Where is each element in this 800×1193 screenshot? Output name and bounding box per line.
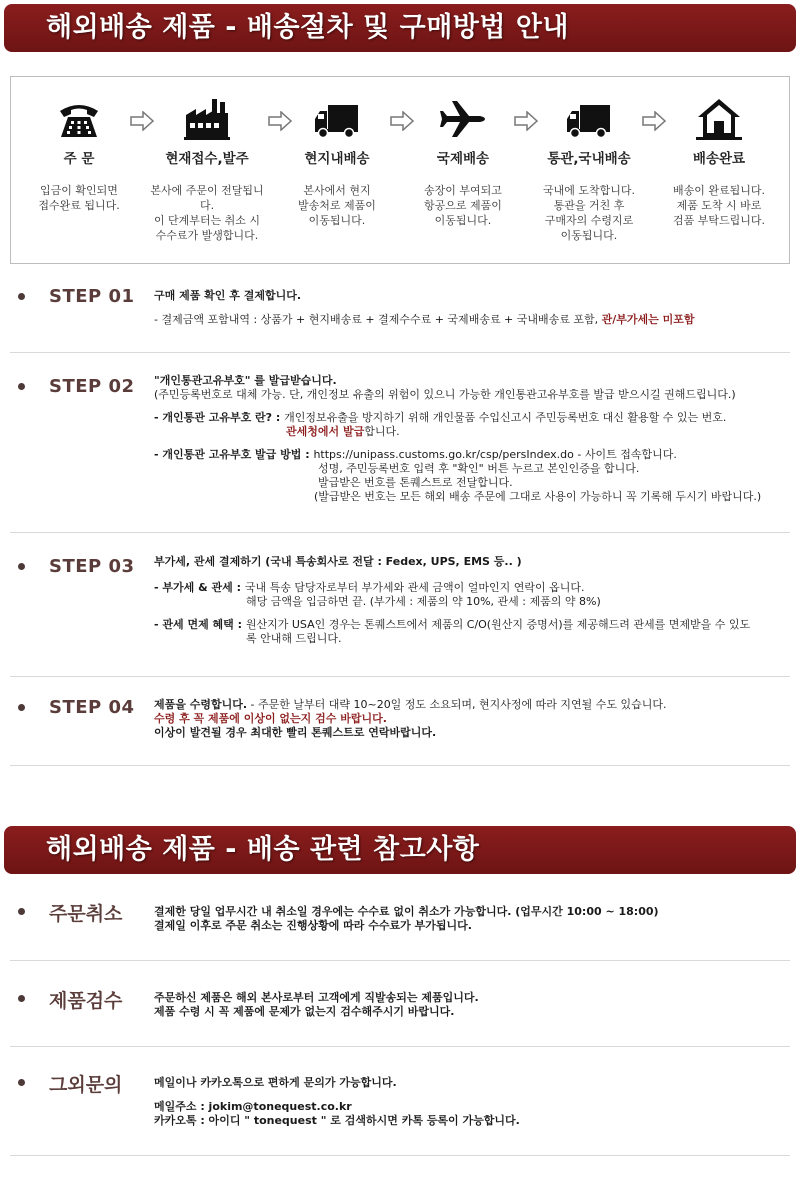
step-03-label: STEP 03 [49, 556, 135, 577]
step-01-label: STEP 01 [49, 286, 135, 307]
step-02-q1-tail: 합니다. [364, 425, 400, 438]
step-02-label: STEP 02 [49, 376, 135, 397]
shipping-process-flow [10, 76, 790, 264]
step-03-vat [154, 581, 790, 595]
telephone-icon [54, 97, 104, 141]
flow-step-desc: 배송이 완료됩니다. 제품 도착 시 바로 검품 부탁드립니다. [672, 184, 765, 227]
divider [10, 1155, 790, 1156]
bullet-icon [18, 383, 25, 390]
factory-icon [182, 97, 232, 141]
bullet-icon [18, 293, 25, 300]
divider [10, 1046, 790, 1047]
step-02-q1-line2 [154, 425, 790, 439]
step-02-heading: "개인통관고유부호" 를 발급받습니다. [154, 374, 337, 387]
note-contact-kakao: 카카오톡 : 아이디 " tonequest " 로 검색하시면 카톡 등록이 가능합니다. [154, 1114, 520, 1127]
step-02-q2-line1: https://unipass.customs.go.kr/csp/persIndex.do - 사이트 접속합니다. [313, 448, 677, 461]
notes-title-banner: 해외배송 제품 - 배송 관련 참고사항 [4, 826, 796, 874]
flow-step-title: 현재접수,발주 [165, 151, 249, 167]
divider [10, 676, 790, 677]
step-04-heading-rest: - 주문한 날부터 대략 10~20일 정도 소요되며, 현지사정에 따라 지연될 수도 있습니다. [247, 698, 667, 711]
note-contact-line1: 메일이나 카카오톡으로 편하게 문의가 가능합니다. [154, 1076, 397, 1089]
note-cancel-label: 주문취소 [49, 903, 123, 925]
flow-step-desc: 입금이 확인되면 접수완료 됩니다. [38, 184, 120, 212]
flow-step-title: 배송완료 [692, 151, 746, 167]
note-contact-content [154, 1076, 790, 1128]
flow-step-desc: 국내에 도착합니다. 통관을 거친 후 구매자의 수령지로 이동됩니다. [542, 184, 635, 242]
step-01-heading: 구매 제품 확인 후 결제합니다. [154, 289, 302, 302]
flow-step-title: 통관,국내배송 [547, 151, 631, 167]
step-02-q1-red: 관세청에서 발급 [286, 425, 365, 438]
step-02-q2-line4: (발급받은 번호는 모든 해외 배송 주문에 그대로 사용이 가능하니 꼭 기록해 두시기 바랍니다.) [314, 490, 762, 503]
step-01-detail [154, 313, 790, 327]
truck-icon [564, 97, 614, 141]
bullet-icon [18, 1079, 25, 1086]
step-01-detail-text: - 결제금액 포함내역 : 상품가 + 현지배송료 + 결제수수료 + 국제배송료 + 국내배송료 포함, [154, 313, 602, 326]
note-inspect-content [154, 991, 790, 1019]
step-03-exempt-line2: 록 안내해 드립니다. [246, 632, 342, 645]
bullet-icon [18, 995, 25, 1002]
note-inspect-label: 제품검수 [49, 990, 123, 1012]
step-03-vat-line1: 국내 특송 담당자로부터 부가세와 관세 금액이 얼마인지 연락이 옵니다. [244, 581, 585, 594]
step-03-exempt-line1: 원산지가 USA인 경우는 톤퀘스트에서 제품의 C/O(원산지 증명서)를 제공해드려 관세를 면제받을 수 있도 [245, 618, 751, 631]
note-contact-label: 그외문의 [49, 1074, 123, 1096]
step-03-exempt-label: - 관세 면제 혜택 : [154, 618, 246, 631]
step-02-heading-sub: (주민등록번호로 대체 가능. 단, 개인정보 유출의 위험이 있으니 가능한 개인통관고유부호를 발급 받으시길 권해드립니다.) [154, 388, 736, 401]
step-01-content [154, 289, 790, 327]
step-04-heading-line [154, 698, 790, 712]
flow-step-title: 현지내배송 [304, 151, 370, 167]
note-cancel-line1: 결제한 당일 업무시간 내 취소일 경우에는 수수료 없이 취소가 가능합니다. (업무시간 10:00 ~ 18:00) [154, 905, 659, 918]
divider [10, 532, 790, 533]
step-02-q1-text: 개인정보유출을 방지하기 위해 개인물품 수입신고시 주민등록번호 대신 활용할 수 있는 번호. [284, 411, 727, 424]
page-title-banner: 해외배송 제품 - 배송절차 및 구매방법 안내 [4, 4, 796, 52]
flow-step-title: 국제배송 [436, 151, 490, 167]
bullet-icon [18, 704, 25, 711]
truck-icon [312, 97, 362, 141]
step-02-q2-line2: 성명, 주민등록번호 입력 후 "확인" 버튼 누르고 본인인증을 합니다. [318, 462, 640, 475]
arrow-right-icon [267, 111, 293, 131]
step-02-q2 [154, 448, 790, 462]
arrow-right-icon [129, 111, 155, 131]
step-02-q2-label: - 개인통관 고유부호 발급 방법 : [154, 448, 314, 461]
arrow-right-icon [389, 111, 415, 131]
bullet-icon [18, 908, 25, 915]
note-inspect-line2: 제품 수령 시 꼭 제품에 문제가 없는지 검수해주시기 바랍니다. [154, 1005, 455, 1018]
step-03-heading: 부가세, 관세 결제하기 (국내 특송회사로 전달 : Fedex, UPS, EMS 등.. ) [154, 555, 522, 568]
note-cancel-line2: 결제일 이후로 주문 취소는 진행상황에 따라 수수료가 부가됩니다. [154, 919, 472, 932]
divider [10, 960, 790, 961]
note-contact-email[interactable]: 메일주소 : jokim@tonequest.co.kr [154, 1100, 352, 1113]
flow-step-desc: 본사에서 현지 발송처로 제품이 이동됩니다. [298, 184, 376, 227]
step-04-red-line: 수령 후 꼭 제품에 이상이 없는지 검수 바랍니다. [154, 712, 387, 725]
note-cancel-content [154, 905, 790, 933]
airplane-icon [438, 97, 488, 141]
step-01-detail-red: 관/부가세는 미포함 [601, 313, 695, 326]
flow-step-desc: 송장이 부여되고 항공으로 제품이 이동됩니다. [424, 184, 502, 227]
note-inspect-line1: 주문하신 제품은 해외 본사로부터 고객에게 직발송되는 제품입니다. [154, 991, 479, 1004]
step-04-line3: 이상이 발견될 경우 최대한 빨리 톤퀘스트로 연락바랍니다. [154, 726, 437, 739]
bullet-icon [18, 563, 25, 570]
step-02-q2-line3: 발급받은 번호를 톤퀘스트로 전달합니다. [318, 476, 513, 489]
step-02-q1 [154, 411, 790, 425]
house-icon [694, 97, 744, 141]
arrow-right-icon [513, 111, 539, 131]
step-03-content [154, 555, 790, 646]
arrow-right-icon [641, 111, 667, 131]
step-02-q1-label: - 개인통관 고유부호 란? : [154, 411, 285, 424]
divider [10, 765, 790, 766]
step-02-content [154, 374, 790, 504]
divider [10, 352, 790, 353]
step-03-exempt [154, 618, 790, 632]
step-03-vat-line2: 해당 금액을 입금하면 끝. (부가세 : 제품의 약 10%, 관세 : 제품의 약 8%) [246, 595, 601, 608]
step-04-heading: 제품을 수령합니다. [154, 698, 248, 711]
flow-step-desc: 본사에 주문이 전달됩니다. 이 단계부터는 취소 시 수수료가 발생합니다. [150, 184, 264, 242]
step-03-vat-label: - 부가세 & 관세 : [154, 581, 245, 594]
step-04-label: STEP 04 [49, 697, 135, 718]
flow-step-title: 주 문 [63, 151, 95, 167]
step-04-content [154, 698, 790, 740]
